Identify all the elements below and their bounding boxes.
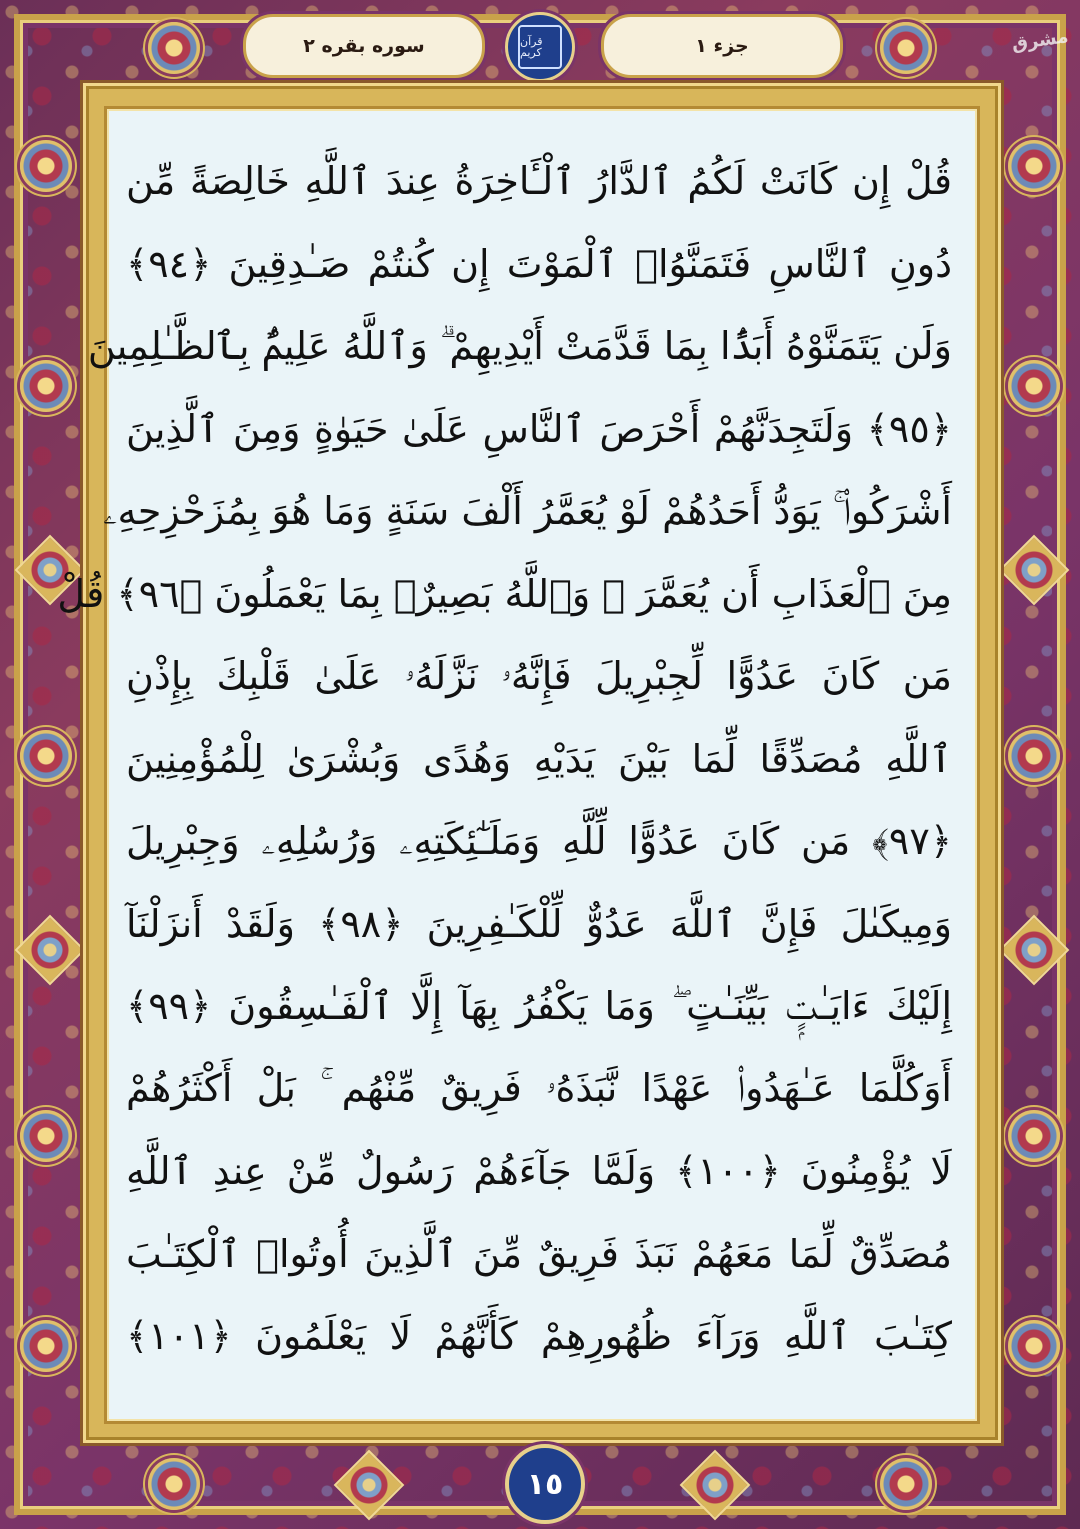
watermark-logo: مشرق <box>1010 26 1070 55</box>
verses-block <box>57 140 958 1378</box>
verse-line: دُونِ ٱلنَّاسِ فَتَمَنَّوُا۟ ٱلْمَوْتَ إِن كُنتُمْ صَـٰدِقِينَ ﴿٩٤﴾ <box>126 241 952 286</box>
verse-line: مَن كَانَ عَدُوًّا لِّجِبْرِيلَ فَإِنَّهُۥ نَزَّلَهُۥ عَلَىٰ قَلْبِكَ بِإِذْنِ <box>126 653 952 698</box>
quran-emblem <box>505 12 575 82</box>
verse-line: إِلَيْكَ ءَايَـٰتٍۭ بَيِّنَـٰتٍ ۖ وَمَا يَكْفُرُ بِهَآ إِلَّا ٱلْفَـٰسِقُونَ ﴿٩٩﴾ <box>126 983 952 1028</box>
ornament-medallion <box>20 1110 72 1162</box>
ornament-medallion <box>20 360 72 412</box>
ornament-medallion <box>148 22 200 74</box>
ornament-medallion <box>20 1320 72 1372</box>
verse-line: مُصَدِّقٌ لِّمَا مَعَهُمْ نَبَذَ فَرِيقٌ مِّنَ ٱلَّذِينَ أُوتُوا۟ ٱلْكِتَـٰبَ <box>126 1231 952 1276</box>
verse-line: قُلْ إِن كَانَتْ لَكُمُ ٱلدَّارُ ٱلْـَٔاخِرَةُ عِندَ ٱللَّهِ خَالِصَةً مِّن <box>126 159 952 204</box>
ornament-medallion <box>880 1458 932 1510</box>
ornament-medallion <box>1008 730 1060 782</box>
verse-line: كِتَـٰبَ ٱللَّهِ وَرَآءَ ظُهُورِهِمْ كَأَنَّهُمْ لَا يَعْلَمُونَ ﴿١٠١﴾ <box>126 1314 952 1359</box>
juz-label: جزء ١ <box>601 14 843 78</box>
ornament-medallion <box>1008 360 1060 412</box>
verse-line: وَمِيكَىٰلَ فَإِنَّ ٱللَّهَ عَدُوٌّ لِّلْكَـٰفِرِينَ ﴿٩٨﴾ وَلَقَدْ أَنزَلْنَآ <box>126 901 953 946</box>
ornament-medallion <box>1008 140 1060 192</box>
emblem-calligraphy: قرآن كريم <box>518 25 562 69</box>
verse-line: ﴿٩٥﴾ وَلَتَجِدَنَّهُمْ أَحْرَصَ ٱلنَّاسِ عَلَىٰ حَيَوٰةٍ وَمِنَ ٱلَّذِينَ <box>126 406 952 451</box>
verse-line: مِنَ ٱلْعَذَابِ أَن يُعَمَّرَ ۗ وَٱللَّهُ بَصِيرٌۢ بِمَا يَعْمَلُونَ ﴿٩٦﴾ قُلْ <box>57 571 952 616</box>
verse-line: لَا يُؤْمِنُونَ ﴿١٠٠﴾ وَلَمَّا جَآءَهُمْ رَسُولٌ مِّنْ عِندِ ٱللَّهِ <box>126 1149 952 1194</box>
verse-line: ٱللَّهِ مُصَدِّقًا لِّمَا بَيْنَ يَدَيْهِ وَهُدًى وَبُشْرَىٰ لِلْمُؤْمِنِينَ <box>126 736 952 781</box>
verse-line: أَوَكُلَّمَا عَـٰهَدُوا۟ عَهْدًا نَّبَذَهُۥ فَرِيقٌ مِّنْهُم ۚ بَلْ أَكْثَرُهُمْ <box>126 1066 952 1111</box>
surah-name-label: سوره بقره ٢ <box>243 14 485 78</box>
verse-line: ﴿٩٧﴾ مَن كَانَ عَدُوًّا لِّلَّهِ وَمَلَـٰٓئِكَتِهِۦ وَرُسُلِهِۦ وَجِبْرِيلَ <box>126 818 952 863</box>
verse-line: أَشْرَكُوا۟ ۚ يَوَدُّ أَحَدُهُمْ لَوْ يُعَمَّرُ أَلْفَ سَنَةٍ وَمَا هُوَ بِمُزَحْزِحِهِۦ <box>103 488 952 533</box>
verse-line: وَلَن يَتَمَنَّوْهُ أَبَدًۢا بِمَا قَدَّمَتْ أَيْدِيهِمْ ۗ وَٱللَّهُ عَلِيمٌۢ بِٱلظَّـٰلِمِينَ <box>87 323 952 368</box>
ornament-medallion <box>1008 1320 1060 1372</box>
ornament-medallion <box>880 22 932 74</box>
ornament-medallion <box>148 1458 200 1510</box>
ornament-medallion <box>1008 1110 1060 1162</box>
ornament-medallion <box>20 730 72 782</box>
page-number: ١٥ <box>505 1444 585 1524</box>
ornament-medallion <box>20 140 72 192</box>
